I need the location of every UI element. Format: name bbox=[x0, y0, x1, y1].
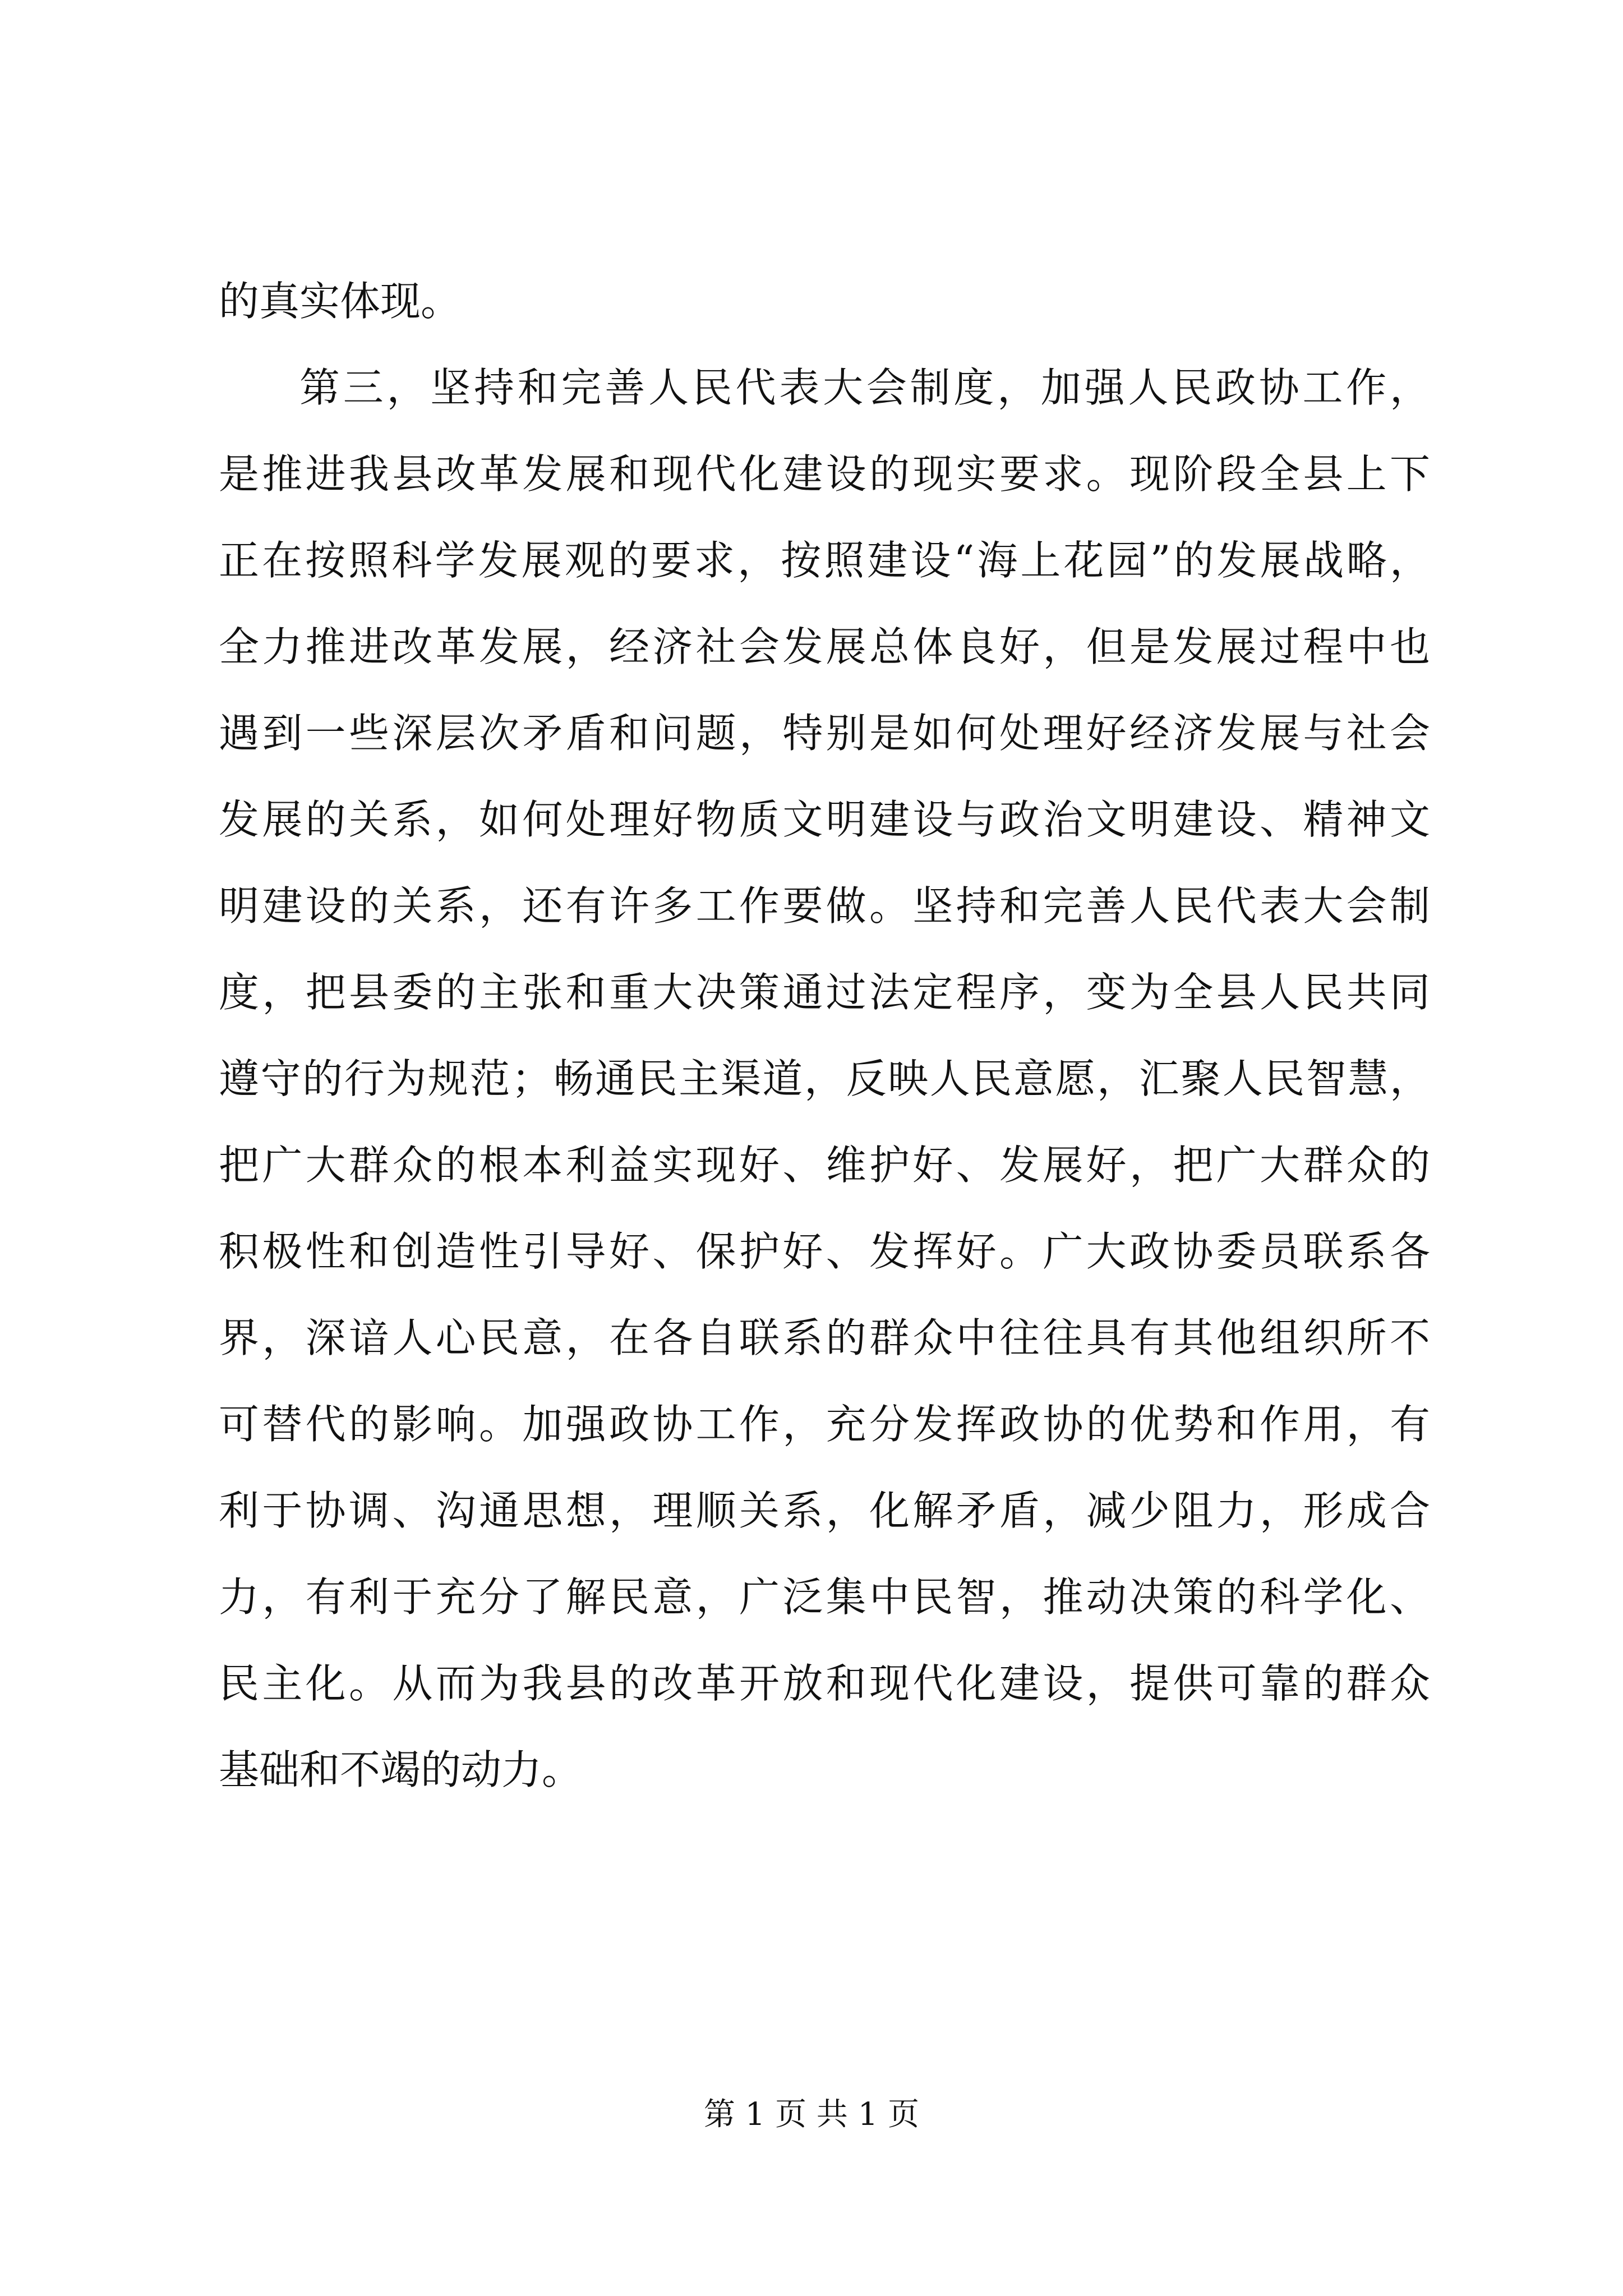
text-line: 全力推进改革发展，经济社会发展总体良好，但是发展过程中也 bbox=[219, 623, 1430, 670]
text-line: 民主化。从而为我县的改革开放和现代化建设，提供可靠的群众 bbox=[219, 1660, 1430, 1707]
text-line: 可替代的影响。加强政协工作，充分发挥政协的优势和作用，有 bbox=[219, 1401, 1430, 1448]
text-line: 积极性和创造性引导好、保护好、发挥好。广大政协委员联系各 bbox=[219, 1228, 1430, 1275]
text-line: 界，深谙人心民意，在各自联系的群众中往往具有其他组织所不 bbox=[219, 1314, 1430, 1361]
paragraph-last-line: 基础和不竭的动力。 bbox=[219, 1746, 583, 1793]
text-line: 度，把县委的主张和重大决策通过法定程序，变为全县人民共同 bbox=[219, 969, 1430, 1016]
text-line: 遇到一些深层次矛盾和问题，特别是如何处理好经济发展与社会 bbox=[219, 710, 1430, 757]
text-line: 发展的关系，如何处理好物质文明建设与政治文明建设、精神文 bbox=[219, 796, 1430, 843]
text-line: 遵守的行为规范；畅通民主渠道，反映人民意愿，汇聚人民智慧， bbox=[219, 1055, 1430, 1102]
body-text bbox=[219, 258, 1430, 1813]
text-line: 力，有利于充分了解民意，广泛集中民智，推动决策的科学化、 bbox=[219, 1573, 1430, 1621]
text-line: 利于协调、沟通思想，理顺关系，化解矛盾，减少阻力，形成合 bbox=[219, 1487, 1430, 1534]
text-line: 是推进我县改革发展和现代化建设的现实要求。现阶段全县上下 bbox=[219, 450, 1430, 498]
text-line: 正在按照科学发展观的要求，按照建设“海上花园”的发展战略， bbox=[219, 537, 1430, 584]
paragraph-first-line: 第三，坚持和完善人民代表大会制度，加强人民政协工作， bbox=[299, 364, 1430, 411]
page-footer: 第 1 页 共 1 页 bbox=[703, 2096, 920, 2133]
text-line: 的真实体现。 bbox=[219, 278, 462, 325]
text-line: 明建设的关系，还有许多工作要做。坚持和完善人民代表大会制 bbox=[219, 882, 1430, 930]
text-line: 把广大群众的根本利益实现好、维护好、发展好，把广大群众的 bbox=[219, 1142, 1430, 1189]
